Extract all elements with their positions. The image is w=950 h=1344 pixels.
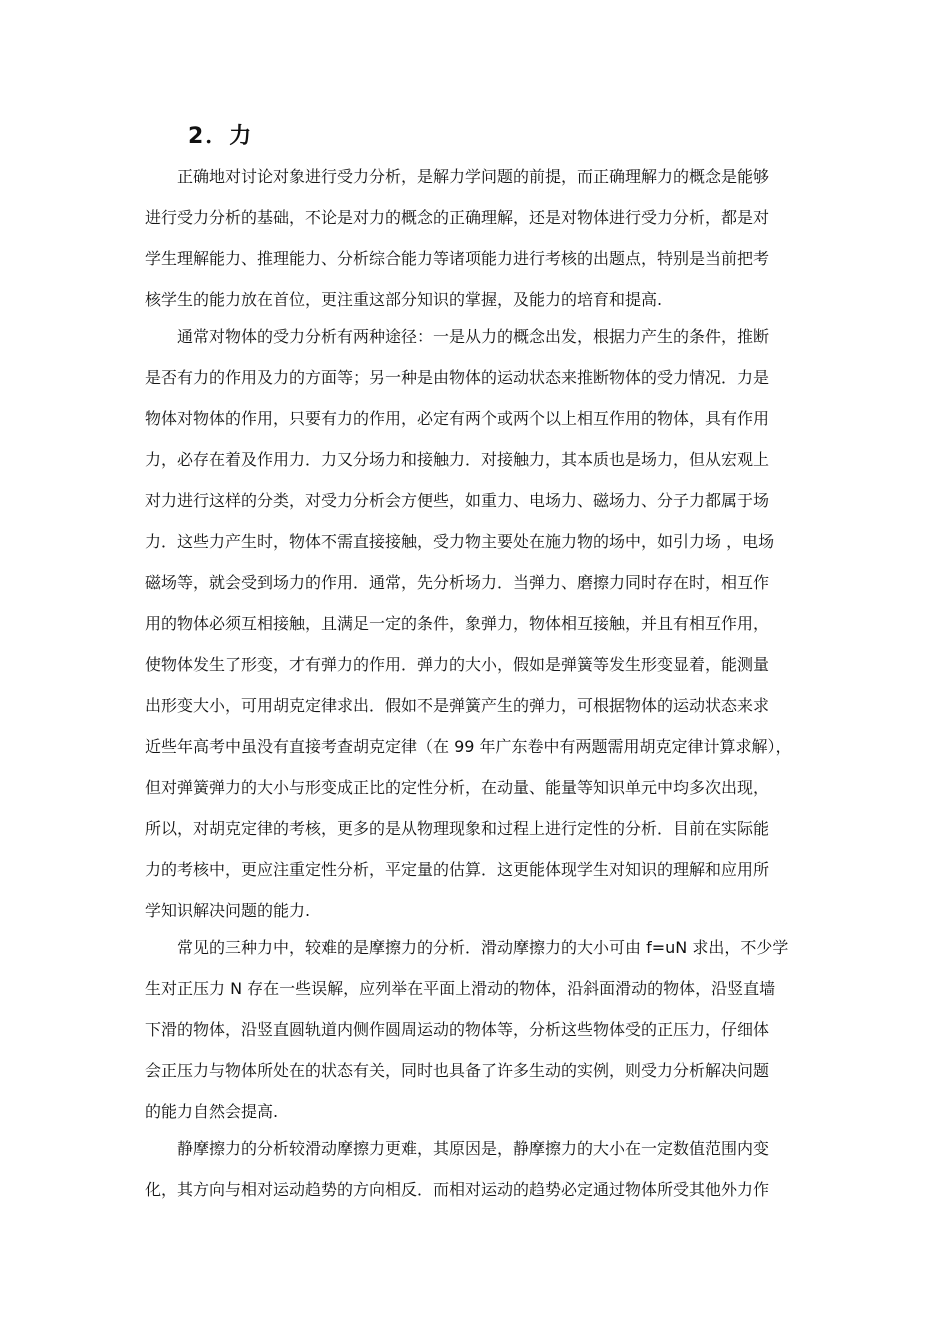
paragraph-line: 的能力自然会提高.: [145, 1102, 279, 1121]
paragraph-line: 学知识解决问题的能力.: [145, 901, 311, 920]
paragraph-line: 出形变大小，可用胡克定律求出．假如不是弹簧产生的弹力，可根据物体的运动状态来求: [145, 696, 770, 715]
paragraph-line: 会正压力与物体所处在的状态有关，同时也具备了许多生动的实例，则受力分析解决问题: [145, 1061, 770, 1080]
section-heading: 2．力: [188, 124, 254, 149]
paragraph-line: 使物体发生了形变，才有弹力的作用．弹力的大小，假如是弹簧等发生形变显着，能测量: [145, 655, 770, 674]
paragraph-line: 力，必存在着及作用力．力又分场力和接触力．对接触力，其本质也是场力，但从宏观上: [145, 450, 770, 469]
paragraph-line: 进行受力分析的基础，不论是对力的概念的正确理解，还是对物体进行受力分析，都是对: [145, 208, 770, 227]
paragraph-line: 力的考核中，更应注重定性分析，平定量的估算．这更能体现学生对知识的理解和应用所: [145, 860, 770, 879]
paragraph-line: 核学生的能力放在首位，更注重这部分知识的掌握，及能力的培育和提高.: [145, 290, 663, 309]
paragraph-line: 常见的三种力中，较难的是摩擦力的分析．滑动摩擦力的大小可由 f=uN 求出，不少学: [177, 938, 789, 957]
paragraph-line: 近些年高考中虽没有直接考查胡克定律（在 99 年广东卷中有两题需用胡克定律计算求解），: [145, 737, 792, 756]
paragraph-line: 是否有力的作用及力的方面等；另一种是由物体的运动状态来推断物体的受力情况．力是: [145, 368, 770, 387]
paragraph-line: 生对正压力 N 存在一些误解，应列举在平面上滑动的物体，沿斜面滑动的物体，沿竖直墙: [145, 979, 776, 998]
paragraph-line: 静摩擦力的分析较滑动摩擦力更难，其原因是，静摩擦力的大小在一定数值范围内变: [177, 1139, 770, 1158]
paragraph-line: 下滑的物体，沿竖直圆轨道内侧作圆周运动的物体等，分析这些物体受的正压力，仔细体: [145, 1020, 770, 1039]
paragraph-line: 但对弹簧弹力的大小与形变成正比的定性分析，在动量、能量等知识单元中均多次出现，: [145, 778, 770, 797]
paragraph-line: 磁场等，就会受到场力的作用．通常，先分析场力．当弹力、磨擦力同时存在时，相互作: [145, 573, 770, 592]
paragraph-line: 对力进行这样的分类，对受力分析会方便些，如重力、电场力、磁场力、分子力都属于场: [145, 491, 770, 510]
paragraph-line: 所以，对胡克定律的考核，更多的是从物理现象和过程上进行定性的分析．目前在实际能: [145, 819, 770, 838]
paragraph-line: 化，其方向与相对运动趋势的方向相反．而相对运动的趋势必定通过物体所受其他外力作: [145, 1180, 770, 1199]
paragraph-line: 学生理解能力、推理能力、分析综合能力等诸项能力进行考核的出题点，特别是当前把考: [145, 249, 770, 268]
paragraph-line: 通常对物体的受力分析有两种途径：一是从力的概念出发，根据力产生的条件，推断: [177, 327, 770, 346]
paragraph-line: 力．这些力产生时，物体不需直接接触，受力物主要处在施力物的场中，如引力场 ，电场: [145, 532, 775, 551]
paragraph-line: 物体对物体的作用，只要有力的作用，必定有两个或两个以上相互作用的物体，具有作用: [145, 409, 770, 428]
paragraph-line: 正确地对讨论对象进行受力分析，是解力学问题的前提，而正确理解力的概念是能够: [177, 167, 770, 186]
paragraph-line: 用的物体必须互相接触，且满足一定的条件，象弹力，物体相互接触，并且有相互作用，: [145, 614, 770, 633]
